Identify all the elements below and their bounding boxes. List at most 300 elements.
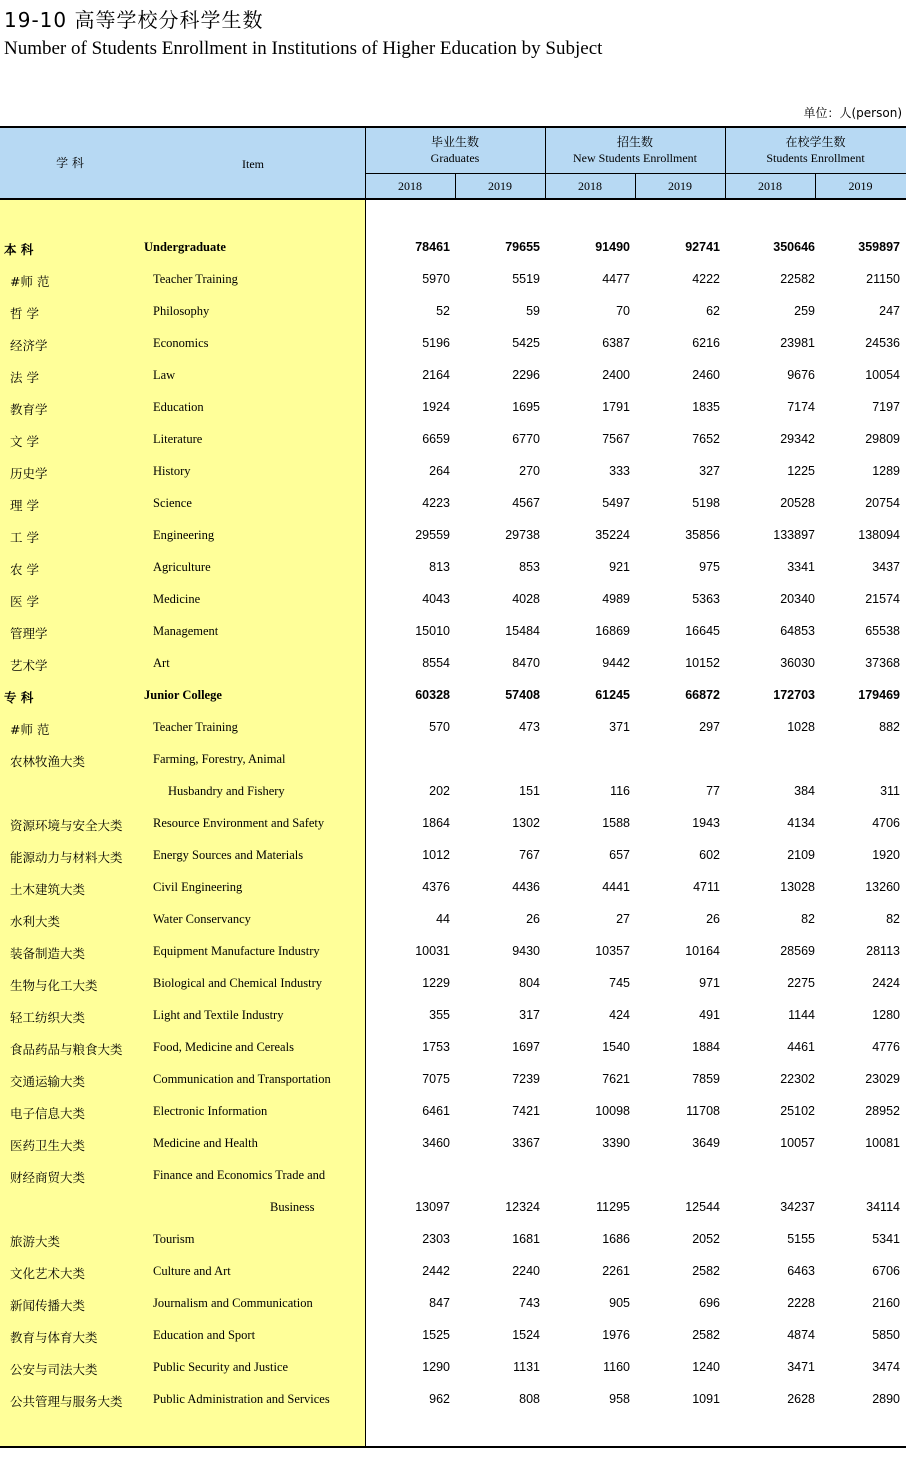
row-item-en: Finance and Economics Trade and (153, 1168, 326, 1182)
row-value: 359897 (858, 240, 900, 254)
row-item-en: Resource Environment and Safety (153, 816, 325, 830)
table-row (0, 1352, 906, 1384)
row-value: 44 (436, 912, 450, 926)
row-subject-cn: 食品药品与粮食大类 (10, 1042, 123, 1057)
row-value: 4776 (872, 1040, 900, 1054)
table-row (0, 744, 906, 776)
row-value: 4436 (512, 880, 540, 894)
table-row (0, 1032, 906, 1064)
row-item-en: Energy Sources and Materials (153, 848, 304, 862)
row-value: 2582 (692, 1264, 720, 1278)
row-value: 317 (519, 1008, 540, 1022)
row-value: 7652 (692, 432, 720, 446)
row-value: 12544 (685, 1200, 720, 1214)
row-item-en: Art (153, 656, 170, 670)
row-value: 602 (699, 848, 720, 862)
row-value: 745 (609, 976, 630, 990)
row-value: 6216 (692, 336, 720, 350)
row-value: 2109 (787, 848, 815, 862)
row-item-en: Education (153, 400, 204, 414)
row-value: 7567 (602, 432, 630, 446)
row-value: 13097 (415, 1200, 450, 1214)
table-row (0, 552, 906, 584)
row-value: 962 (429, 1392, 450, 1406)
row-value: 1144 (788, 1008, 815, 1022)
row-value: 1864 (422, 816, 450, 830)
row-subject-cn: 法 学 (10, 370, 39, 385)
row-subject-cn: 能源动力与材料大类 (10, 850, 123, 865)
row-item-en: Business (270, 1200, 315, 1214)
row-value: 16645 (685, 624, 720, 638)
table-row (0, 232, 906, 264)
row-value: 66872 (685, 688, 720, 702)
row-value: 6706 (872, 1264, 900, 1278)
row-value: 34114 (866, 1200, 900, 1214)
row-value: 3437 (872, 560, 900, 574)
row-value: 23029 (865, 1072, 900, 1086)
header-students-cn: 在校学生数 (785, 135, 846, 149)
row-value: 1524 (512, 1328, 540, 1342)
row-value: 1225 (787, 464, 815, 478)
row-value: 60328 (415, 688, 450, 702)
row-value: 4223 (422, 496, 450, 510)
table-row (0, 808, 906, 840)
row-value: 2160 (872, 1296, 900, 1310)
header-year: 2019 (488, 179, 512, 193)
row-subject-cn: 本 科 (4, 242, 34, 257)
row-value: 259 (794, 304, 815, 318)
row-value: 3474 (872, 1360, 900, 1374)
row-value: 35856 (685, 528, 720, 542)
row-value: 23981 (780, 336, 815, 350)
row-value: 297 (699, 720, 720, 734)
row-value: 29738 (505, 528, 540, 542)
row-value: 16869 (595, 624, 630, 638)
table-row (0, 264, 906, 296)
row-item-en: Undergraduate (144, 240, 226, 254)
row-subject-cn: 资源环境与安全大类 (10, 818, 123, 833)
row-value: 9442 (602, 656, 630, 670)
page-title-cn: 19-10 高等学校分科学生数 (4, 8, 264, 32)
row-value: 7075 (422, 1072, 450, 1086)
row-value: 2164 (422, 368, 450, 382)
row-value: 5970 (422, 272, 450, 286)
row-value: 82 (886, 912, 900, 926)
table-header (0, 126, 906, 200)
row-value: 2890 (872, 1392, 900, 1406)
row-value: 7859 (692, 1072, 720, 1086)
row-item-en: Junior College (144, 688, 222, 702)
row-value: 905 (609, 1296, 630, 1310)
row-value: 25102 (780, 1104, 815, 1118)
row-value: 350646 (773, 240, 815, 254)
row-value: 2052 (692, 1232, 720, 1246)
row-item-en: Public Security and Justice (153, 1360, 289, 1374)
row-value: 3460 (422, 1136, 450, 1150)
row-value: 270 (519, 464, 540, 478)
row-value: 1976 (602, 1328, 630, 1342)
row-value: 10054 (865, 368, 900, 382)
row-subject-cn: #师 范 (10, 274, 50, 289)
row-value: 5155 (787, 1232, 815, 1246)
row-value: 327 (699, 464, 720, 478)
row-item-en: Medicine (153, 592, 201, 606)
row-subject-cn: 旅游大类 (10, 1234, 61, 1249)
row-value: 10357 (595, 944, 630, 958)
row-item-en: Civil Engineering (153, 880, 243, 894)
table-bottom-rule (0, 1446, 906, 1448)
row-value: 3649 (692, 1136, 720, 1150)
table-row (0, 424, 906, 456)
row-value: 7421 (512, 1104, 540, 1118)
row-value: 34237 (780, 1200, 815, 1214)
table-row (0, 1160, 906, 1192)
row-value: 36030 (780, 656, 815, 670)
row-value: 29559 (415, 528, 450, 542)
row-subject-cn: 医 学 (10, 594, 39, 609)
row-value: 21574 (865, 592, 900, 606)
row-value: 3471 (787, 1360, 815, 1374)
row-value: 1924 (422, 400, 450, 414)
row-value: 5850 (872, 1328, 900, 1342)
row-value: 975 (699, 560, 720, 574)
row-value: 355 (429, 1008, 450, 1022)
row-value: 8470 (512, 656, 540, 670)
row-value: 172703 (773, 688, 815, 702)
row-value: 853 (519, 560, 540, 574)
row-value: 6461 (422, 1104, 450, 1118)
header-graduates-en: Graduates (430, 151, 480, 165)
row-item-en: Science (153, 496, 192, 510)
row-subject-cn: 生物与化工大类 (10, 978, 98, 993)
row-value: 77 (706, 784, 720, 798)
row-value: 4567 (512, 496, 540, 510)
header-rule (365, 173, 906, 174)
row-value: 2303 (422, 1232, 450, 1246)
row-value: 2275 (787, 976, 815, 990)
row-value: 2261 (602, 1264, 630, 1278)
row-item-en: Engineering (153, 528, 215, 542)
row-subject-cn: 公安与司法大类 (10, 1362, 98, 1377)
row-value: 2582 (692, 1328, 720, 1342)
row-subject-cn: 财经商贸大类 (10, 1170, 86, 1185)
row-value: 1160 (603, 1360, 630, 1374)
row-subject-cn: 哲 学 (10, 306, 39, 321)
row-value: 1943 (692, 816, 720, 830)
row-value: 5196 (422, 336, 450, 350)
row-value: 6770 (512, 432, 540, 446)
row-value: 20340 (780, 592, 815, 606)
row-value: 91490 (595, 240, 630, 254)
row-value: 1131 (513, 1360, 540, 1374)
row-value: 808 (519, 1392, 540, 1406)
row-value: 10081 (865, 1136, 900, 1150)
header-year: 2019 (668, 179, 692, 193)
table-row (0, 296, 906, 328)
table-row (0, 1320, 906, 1352)
row-subject-cn: 艺术学 (10, 658, 48, 673)
table-row (0, 328, 906, 360)
row-subject-cn: 经济学 (10, 338, 48, 353)
row-value: 26 (526, 912, 540, 926)
row-subject-cn: 水利大类 (10, 914, 61, 929)
row-value: 2424 (872, 976, 900, 990)
row-item-en: Agriculture (153, 560, 211, 574)
row-value: 1289 (872, 464, 900, 478)
row-value: 743 (519, 1296, 540, 1310)
row-value: 971 (699, 976, 720, 990)
table-row (0, 1224, 906, 1256)
row-value: 1280 (872, 1008, 900, 1022)
table-row (0, 1128, 906, 1160)
row-value: 82 (801, 912, 815, 926)
row-value: 57408 (505, 688, 540, 702)
row-value: 6387 (602, 336, 630, 350)
table-row (0, 648, 906, 680)
row-value: 21150 (866, 272, 900, 286)
row-value: 4989 (602, 592, 630, 606)
row-value: 333 (609, 464, 630, 478)
row-value: 4711 (693, 880, 720, 894)
header-new-students-en: New Students Enrollment (573, 151, 697, 165)
row-subject-cn: 公共管理与服务大类 (10, 1394, 123, 1409)
row-value: 5519 (512, 272, 540, 286)
row-value: 247 (879, 304, 900, 318)
row-value: 1540 (602, 1040, 630, 1054)
row-subject-cn: 新闻传播大类 (10, 1298, 86, 1313)
row-value: 6463 (787, 1264, 815, 1278)
row-value: 570 (429, 720, 450, 734)
row-item-en: Farming, Forestry, Animal (153, 752, 286, 766)
row-value: 1091 (692, 1392, 720, 1406)
row-value: 11708 (686, 1104, 720, 1118)
row-value: 5198 (692, 496, 720, 510)
row-value: 12324 (505, 1200, 540, 1214)
row-subject-cn: 历史学 (10, 466, 48, 481)
row-value: 1012 (422, 848, 450, 862)
table-row (0, 584, 906, 616)
row-subject-cn: 文化艺术大类 (10, 1266, 86, 1281)
row-value: 22302 (780, 1072, 815, 1086)
row-value: 4461 (787, 1040, 815, 1054)
row-value: 8554 (422, 656, 450, 670)
row-value: 5497 (602, 496, 630, 510)
row-value: 1302 (512, 816, 540, 830)
table-row (0, 840, 906, 872)
row-subject-cn: 文 学 (10, 434, 39, 449)
row-value: 1835 (692, 400, 720, 414)
header-year: 2018 (398, 179, 422, 193)
row-item-en: Economics (153, 336, 209, 350)
header-subject: 学 科 (56, 156, 84, 170)
table-row (0, 872, 906, 904)
row-value: 5425 (512, 336, 540, 350)
row-subject-cn: 理 学 (10, 498, 39, 513)
header-year: 2019 (848, 179, 873, 193)
row-value: 3390 (602, 1136, 630, 1150)
row-value: 78461 (415, 240, 450, 254)
header-graduates-cn: 毕业生数 (430, 135, 479, 149)
row-value: 61245 (595, 688, 630, 702)
row-item-en: Food, Medicine and Cereals (153, 1040, 294, 1054)
row-value: 657 (609, 848, 630, 862)
row-value: 6659 (422, 432, 450, 446)
row-value: 473 (519, 720, 540, 734)
row-value: 7174 (787, 400, 815, 414)
row-value: 65538 (865, 624, 900, 638)
header-students-en: Students Enrollment (766, 151, 865, 165)
header-item: Item (242, 157, 264, 171)
row-value: 10164 (685, 944, 720, 958)
row-value: 20754 (865, 496, 900, 510)
row-value: 52 (436, 304, 450, 318)
row-item-en: Public Administration and Services (153, 1392, 330, 1406)
unit-label: 单位：人(person) (803, 106, 902, 120)
row-value: 1525 (422, 1328, 450, 1342)
row-item-en: Teacher Training (153, 272, 238, 286)
row-value: 64853 (780, 624, 815, 638)
table-row (0, 904, 906, 936)
row-value: 79655 (505, 240, 540, 254)
row-subject-cn: 装备制造大类 (10, 946, 86, 961)
row-value: 1884 (692, 1040, 720, 1054)
row-value: 4441 (602, 880, 630, 894)
row-value: 1686 (602, 1232, 630, 1246)
row-value: 10031 (415, 944, 450, 958)
row-value: 35224 (595, 528, 630, 542)
row-value: 70 (616, 304, 630, 318)
row-value: 767 (519, 848, 540, 862)
table-row (0, 968, 906, 1000)
row-subject-cn: 农林牧渔大类 (10, 754, 86, 769)
row-value: 1290 (422, 1360, 450, 1374)
row-value: 10152 (685, 656, 720, 670)
table-row (0, 456, 906, 488)
row-value: 92741 (685, 240, 720, 254)
row-subject-cn: 教育学 (10, 402, 48, 417)
row-subject-cn: 轻工纺织大类 (10, 1010, 86, 1025)
row-value: 2442 (422, 1264, 450, 1278)
row-value: 2460 (692, 368, 720, 382)
row-item-en: Philosophy (153, 304, 210, 318)
row-value: 847 (429, 1296, 450, 1310)
row-item-en: Equipment Manufacture Industry (153, 944, 320, 958)
row-value: 4376 (422, 880, 450, 894)
row-item-en: Medicine and Health (153, 1136, 258, 1150)
row-value: 264 (429, 464, 450, 478)
table-row (0, 520, 906, 552)
table-row (0, 488, 906, 520)
row-value: 5341 (872, 1232, 900, 1246)
row-subject-cn: 医药卫生大类 (10, 1138, 86, 1153)
row-item-en: Communication and Transportation (153, 1072, 331, 1086)
row-value: 179469 (858, 688, 900, 702)
row-item-en: Law (153, 368, 176, 382)
table-row (0, 1096, 906, 1128)
row-value: 15010 (415, 624, 450, 638)
row-value: 7239 (512, 1072, 540, 1086)
row-value: 424 (609, 1008, 630, 1022)
row-value: 1920 (872, 848, 900, 862)
row-subject-cn: 教育与体育大类 (10, 1330, 98, 1345)
row-value: 4477 (602, 272, 630, 286)
table-row (0, 1256, 906, 1288)
row-value: 1229 (422, 976, 450, 990)
header-year: 2018 (758, 179, 782, 193)
row-value: 11295 (596, 1200, 630, 1214)
row-value: 9676 (787, 368, 815, 382)
row-value: 116 (610, 784, 630, 798)
row-value: 1753 (422, 1040, 450, 1054)
row-value: 696 (699, 1296, 720, 1310)
row-value: 4706 (872, 816, 900, 830)
row-value: 28952 (865, 1104, 900, 1118)
row-subject-cn: 交通运输大类 (10, 1074, 86, 1089)
row-item-en: Literature (153, 432, 203, 446)
row-value: 4222 (692, 272, 720, 286)
row-item-en: Light and Textile Industry (153, 1008, 284, 1022)
row-value: 4874 (787, 1328, 815, 1342)
row-value: 1588 (602, 816, 630, 830)
row-value: 59 (526, 304, 540, 318)
row-subject-cn: 农 学 (10, 562, 39, 577)
row-subject-cn: 土木建筑大类 (10, 882, 86, 897)
row-value: 13260 (865, 880, 900, 894)
row-value: 1028 (787, 720, 815, 734)
row-item-en: Biological and Chemical Industry (153, 976, 323, 990)
row-value: 1681 (512, 1232, 540, 1246)
page-title-en: Number of Students Enrollment in Institutions of Higher Education by Subject (4, 38, 603, 59)
table-row (0, 936, 906, 968)
enrollment-table (0, 126, 906, 1446)
row-item-en: Culture and Art (153, 1264, 231, 1278)
row-value: 22582 (780, 272, 815, 286)
row-value: 3341 (787, 560, 815, 574)
row-value: 29809 (865, 432, 900, 446)
row-value: 371 (609, 720, 630, 734)
row-value: 27 (616, 912, 630, 926)
header-new-students-cn: 招生数 (616, 135, 653, 149)
row-value: 1240 (692, 1360, 720, 1374)
row-value: 2400 (602, 368, 630, 382)
row-value: 26 (706, 912, 720, 926)
row-value: 151 (519, 784, 540, 798)
row-subject-cn: #师 范 (10, 722, 50, 737)
row-value: 311 (880, 784, 900, 798)
table-row (0, 776, 906, 808)
row-value: 138094 (858, 528, 900, 542)
row-value: 28113 (866, 944, 900, 958)
table-body (0, 232, 906, 1416)
row-value: 804 (519, 976, 540, 990)
row-value: 491 (699, 1008, 720, 1022)
row-value: 4043 (422, 592, 450, 606)
table-row (0, 1384, 906, 1416)
row-value: 9430 (512, 944, 540, 958)
row-value: 62 (706, 304, 720, 318)
row-value: 2240 (512, 1264, 540, 1278)
row-value: 384 (794, 784, 815, 798)
row-subject-cn: 管理学 (10, 626, 48, 641)
table-row (0, 616, 906, 648)
row-item-en: Teacher Training (153, 720, 238, 734)
row-value: 13028 (780, 880, 815, 894)
row-item-en: Water Conservancy (153, 912, 251, 926)
row-value: 4028 (512, 592, 540, 606)
row-value: 882 (879, 720, 900, 734)
row-value: 813 (429, 560, 450, 574)
row-value: 7621 (602, 1072, 630, 1086)
